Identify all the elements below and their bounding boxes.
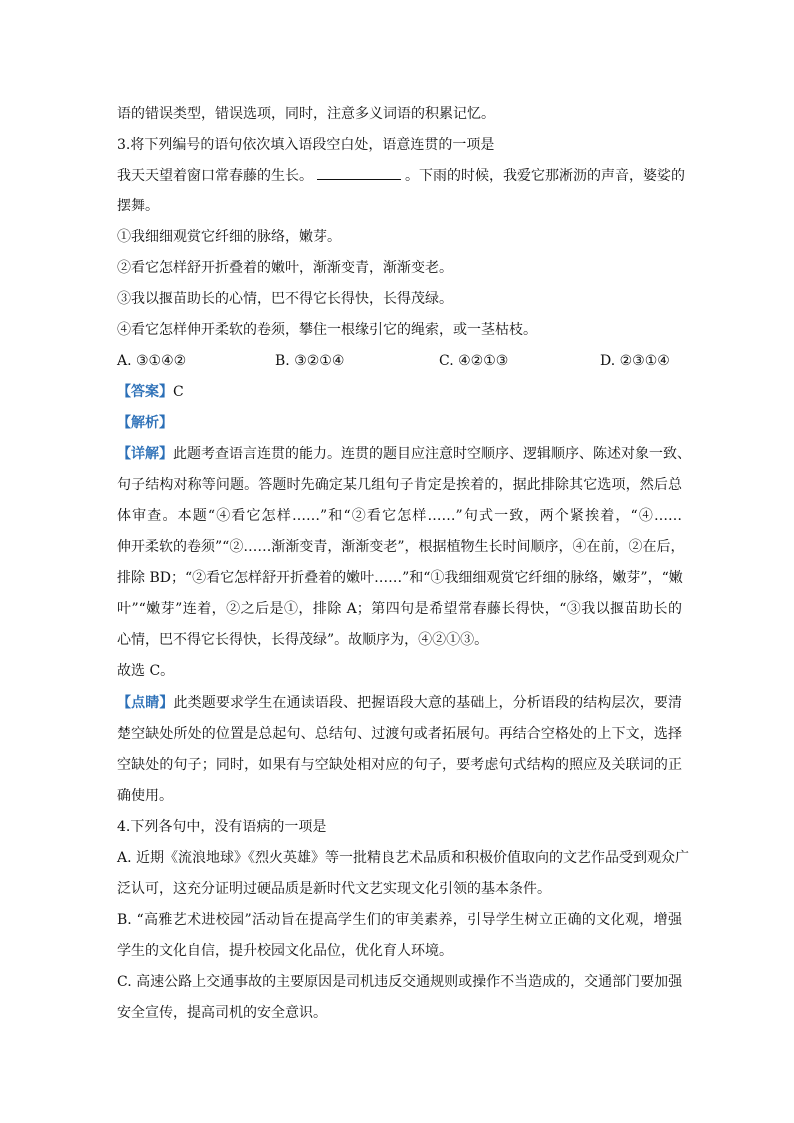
answer-value: C: [173, 384, 184, 400]
q4-option-b-line-1: B. “高雅艺术进校园”活动旨在提高学生们的审美素养，引导学生树立正确的文化观，增强: [117, 912, 682, 928]
tip-line-4: 确使用。: [117, 788, 173, 804]
sentence-2: ②看它怎样舒开折叠着的嫩叶，渐渐变青，渐渐变老。: [117, 260, 453, 276]
detail-line-4: 伸开柔软的卷须”“②……渐渐变青，渐渐变老”，根据植物生长时间顺序，④在前，②在后，: [117, 539, 685, 555]
detail-line-2: 句子结构对称等问题。答题时先确定某几组句子肯定是挨着的，据此排除其它选项，然后总: [117, 477, 682, 493]
option-d: D. ②③①④: [600, 353, 670, 369]
q4-option-c-line-2: 安全宣传，提高司机的安全意识。: [117, 1005, 327, 1021]
sentence-1: ①我细细观赏它纤细的脉络，嫩芽。: [117, 229, 341, 245]
question-3-passage: [117, 165, 685, 186]
analysis-tag: 【解析】: [117, 415, 173, 431]
detail-line-3: 体审查。本题“④看它怎样……”和“②看它怎样……”句式一致，两个紧挨着，“④……: [117, 508, 682, 524]
question-4-title: 4.下列各句中，没有语病的一项是: [117, 819, 327, 835]
q4-option-a-line-1: A. 近期《流浪地球》《烈火英雄》等一批精良艺术品质和积极价值取向的文艺作品受到观众广: [117, 850, 690, 866]
q4-option-c-line-1: C. 高速公路上交通事故的主要原因是司机违反交通规则或操作不当造成的，交通部门要加强: [117, 974, 683, 990]
question-3-title: 3.将下列编号的语句依次填入语段空白处，语意连贯的一项是: [117, 137, 495, 153]
tip-text: 此类题要求学生在通读语段、把握语段大意的基础上，分析语段的结构层次，要清: [173, 695, 683, 711]
q4-option-a-line-2: 泛认可，这充分证明过硬品质是新时代文艺实现文化引领的基本条件。: [117, 881, 551, 897]
passage-part-1: 我天天望着窗口常春藤的生长。: [117, 168, 313, 184]
tip-line-3: 空缺处的句子；同时，如果有与空缺处相对应的句子，要考虑句式结构的照应及关联词的正: [117, 757, 682, 773]
detail-tag: 【详解】: [117, 446, 173, 462]
detail-line-8: 故选 C。: [117, 663, 175, 679]
tip-tag: 【点睛】: [117, 695, 174, 711]
answer-line: [117, 382, 682, 402]
sentence-3: ③我以揠苗助长的心情，巴不得它长得快，长得茂绿。: [117, 291, 453, 307]
option-b: B. ③②①④: [275, 353, 345, 369]
q4-option-b-line-2: 学生的文化自信，提升校园文化品位，优化育人环境。: [117, 943, 453, 959]
text-line: 语的错误类型，错误选项，同时，注意多义词语的积累记忆。: [117, 106, 495, 122]
sentence-4: ④看它怎样伸开柔软的卷须，攀住一根缘引它的绳索，或一茎枯枝。: [117, 322, 537, 338]
detail-line-5: 排除 BD；“②看它怎样舒开折叠着的嫩叶……”和“①我细细观赏它纤细的脉络，嫩芽”，“嫩: [117, 570, 683, 586]
option-a: A. ③①④②: [117, 353, 187, 369]
detail-line-6: 叶”“嫩芽”连着，②之后是①，排除 A；第四句是希望常春藤长得快，“③我以揠苗助长的: [117, 601, 682, 617]
question-3-passage-end: 摆舞。: [117, 198, 159, 214]
detail-line-1: [117, 444, 691, 464]
answer-tag: 【答案】: [117, 384, 173, 400]
detail-text: 此题考查语言连贯的能力。连贯的题目应注意时空顺序、逻辑顺序、陈述对象一致、: [173, 446, 691, 462]
analysis-line: [117, 413, 682, 433]
passage-part-2: 。下雨的时候，我爱它那淅沥的声音，婆娑的: [405, 168, 685, 184]
detail-line-7: 心情，巴不得它长得快，长得茂绿”。故顺序为，④②①③。: [117, 632, 489, 648]
tip-line-1: [117, 693, 682, 713]
fill-blank: [317, 165, 401, 180]
option-c: C. ④②①③: [439, 353, 509, 369]
tip-line-2: 楚空缺处所处的位置是总起句、总结句、过渡句或者拓展句。再结合空格处的上下文，选择: [117, 726, 682, 742]
